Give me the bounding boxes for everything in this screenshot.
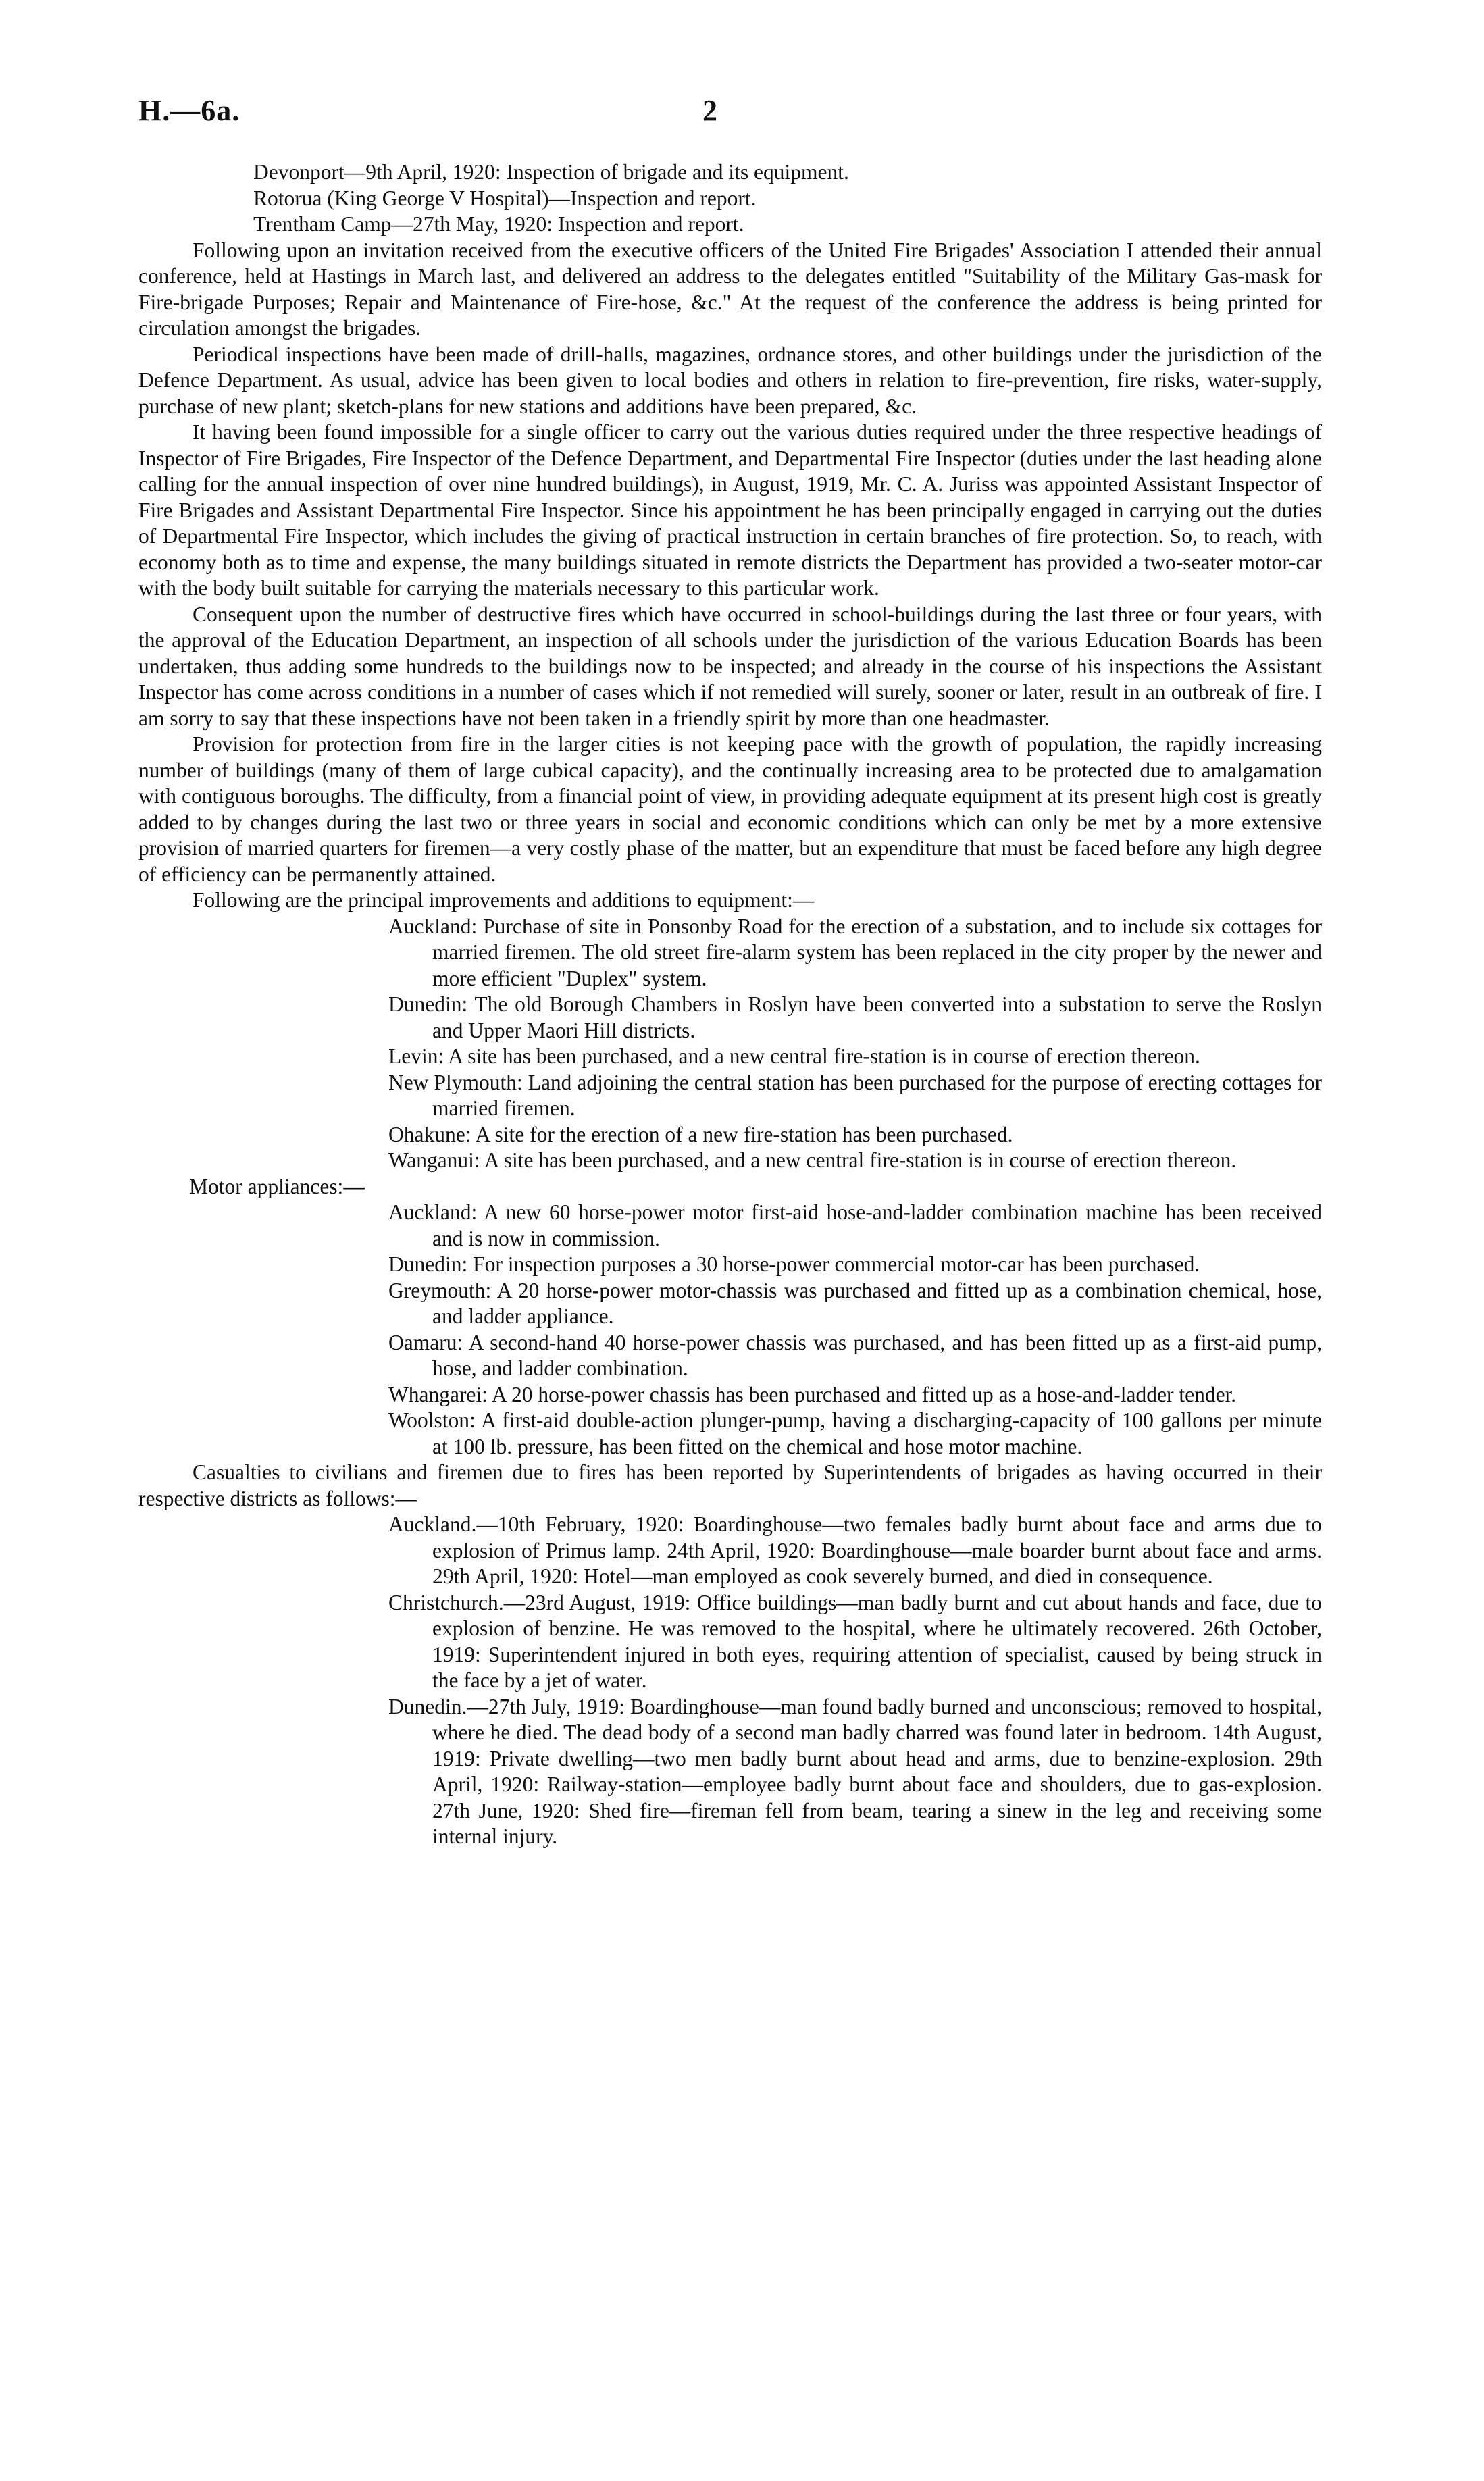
inspection-entry: Trentham Camp—27th May, 1920: Inspection and report. bbox=[253, 212, 744, 236]
motor-item: Oamaru: A second-hand 40 horse-power chassis was purchased, and has been fitted up as a first-aid pump, hose, and ladder combination. bbox=[388, 1330, 1322, 1380]
casualties-intro: Casualties to civilians and firemen due to fires has been reported by Superintendents of brigades as having occurred in their respective districts as follows:— bbox=[138, 1460, 1322, 1510]
improvement-item: Ohakune: A site for the erection of a new fire-station has been purchased. bbox=[388, 1122, 1013, 1146]
improvement-item: Auckland: Purchase of site in Ponsonby Road for the erection of a substation, and to include six cottages for married firemen. The old street fire-alarm system has been replaced in the city proper by the newer and more efficient "Duplex" system. bbox=[388, 914, 1322, 990]
motor-item: Whangarei: A 20 horse-power chassis has been purchased and fitted up as a hose-and-ladder tender. bbox=[388, 1382, 1237, 1406]
improvement-item: Wanganui: A site has been purchased, and a new central fire-station is in course of erection thereon. bbox=[388, 1148, 1237, 1172]
page-number: 2 bbox=[702, 94, 717, 127]
paragraph-improvements-intro: Following are the principal improvements and additions to equipment:— bbox=[193, 888, 815, 912]
motor-item: Greymouth: A 20 horse-power motor-chassis was purchased and fitted up as a combination chemical, hose, and ladder appliance. bbox=[388, 1278, 1322, 1328]
inspection-entry: Rotorua (King George V Hospital)—Inspection and report. bbox=[253, 186, 757, 210]
report-reference: H.—6a. bbox=[138, 94, 240, 127]
improvement-item: New Plymouth: Land adjoining the central station has been purchased for the purpose of erecting cottages for married firemen. bbox=[388, 1070, 1322, 1120]
paragraph-conference: Following upon an invitation received from the executive officers of the United Fire Brigades' Association I attended their annual conference, held at Hastings in March last, and delivered an address to the delegates entitled "Suitability of the Military Gas-mask for Fire-brigade Purposes; Repair and Maintenance of Fire-hose, &c." At the request of the conference the address is being printed for circulation amongst the brigades. bbox=[138, 238, 1322, 340]
casualty-entry: Dunedin.—27th July, 1919: Boardinghouse—man found badly burned and unconscious; removed to hospital, where he died. The dead body of a second man badly charred was found later in bedroom. 14th August, 1919: Private dwelling—two men badly burnt about head and arms, due to benzine-explosion. 29th April, 1920: Railway-station—employee badly burnt about face and shoulders, due to gas-explosion. 27th June, 1920: Shed fire—fireman fell from beam, tearing a sinew in the leg and receiving some internal injury. bbox=[388, 1694, 1322, 1848]
page-header bbox=[138, 93, 1322, 134]
inspection-entry: Devonport—9th April, 1920: Inspection of brigade and its equipment. bbox=[253, 160, 849, 184]
motor-item: Woolston: A first-aid double-action plunger-pump, having a discharging-capacity of 100 gallons per minute at 100 lb. pressure, has been fitted on the chemical and hose motor machine. bbox=[388, 1408, 1322, 1458]
motor-appliances-heading: Motor appliances:— bbox=[189, 1174, 365, 1198]
motor-item: Auckland: A new 60 horse-power motor first-aid hose-and-ladder combination machine has been received and is now in commission. bbox=[388, 1200, 1322, 1250]
paragraph-assistant: It having been found impossible for a single officer to carry out the various duties required under the three respective headings of Inspector of Fire Brigades, Fire Inspector of the Defence Department, and Departmental Fire Inspector (duties under the last heading alone calling for the annual inspection of over nine hundred buildings), in August, 1919, Mr. C. A. Juriss was appointed Assistant Inspector of Fire Brigades and Assistant Departmental Fire Inspector. Since his appointment he has been principally engaged in carrying out the duties of Departmental Fire Inspector, which includes the giving of practical instruction in certain branches of fire protection. So, to reach, with economy both as to time and expense, the many buildings situated in remote districts the Department has provided a two-seater motor-car with the body built suitable for carrying the materials necessary to this particular work. bbox=[138, 420, 1322, 600]
improvement-item: Levin: A site has been purchased, and a new central fire-station is in course of erection thereon. bbox=[388, 1044, 1200, 1068]
paragraph-schools: Consequent upon the number of destructive fires which have occurred in school-buildings during the last three or four years, with the approval of the Education Department, an inspection of all schools under the jurisdiction of the various Education Boards has been undertaken, thus adding some hundreds to the buildings now to be inspected; and already in the course of his inspections the Assistant Inspector has come across conditions in a number of cases which if not remedied will surely, sooner or later, result in an outbreak of fire. I am sorry to say that these inspections have not been taken in a friendly spirit by more than one headmaster. bbox=[138, 602, 1322, 730]
motor-item: Dunedin: For inspection purposes a 30 horse-power commercial motor-car has been purchased. bbox=[388, 1252, 1200, 1276]
casualty-entry: Christchurch.—23rd August, 1919: Office buildings—man badly burnt and cut about hands and face, due to explosion of benzine. He was removed to the hospital, where he ultimately recovered. 26th October, 1919: Superintendent injured in both eyes, requiring attention of specialist, caused by being struck in the face by a jet of water. bbox=[388, 1590, 1322, 1692]
paragraph-periodical: Periodical inspections have been made of drill-halls, magazines, ordnance stores, and other buildings under the jurisdiction of the Defence Department. As usual, advice has been given to local bodies and others in relation to fire-prevention, fire risks, water-supply, purchase of new plant; sketch-plans for new stations and additions have been prepared, &c. bbox=[138, 342, 1322, 418]
improvement-item: Dunedin: The old Borough Chambers in Roslyn have been converted into a substation to serve the Roslyn and Upper Maori Hill districts. bbox=[388, 992, 1322, 1042]
casualty-entry: Auckland.—10th February, 1920: Boardinghouse—two females badly burnt about face and arms due to explosion of Primus lamp. 24th April, 1920: Boardinghouse—male boarder burnt about face and arms. 29th April, 1920: Hotel—man employed as cook severely burned, and died in consequence. bbox=[388, 1512, 1322, 1588]
paragraph-provision: Provision for protection from fire in the larger cities is not keeping pace with the growth of population, the rapidly increasing number of buildings (many of them of large cubical capacity), and the continually increasing area to be protected due to amalgamation with contiguous boroughs. The difficulty, from a financial point of view, in providing adequate equipment at its present high cost is greatly added to by changes during the last two or three years in social and economic conditions which can only be met by a more extensive provision of married quarters for firemen—a very costly phase of the matter, but an expenditure that must be faced before any high degree of efficiency can be permanently attained. bbox=[138, 732, 1322, 886]
document-body bbox=[138, 159, 1322, 1850]
